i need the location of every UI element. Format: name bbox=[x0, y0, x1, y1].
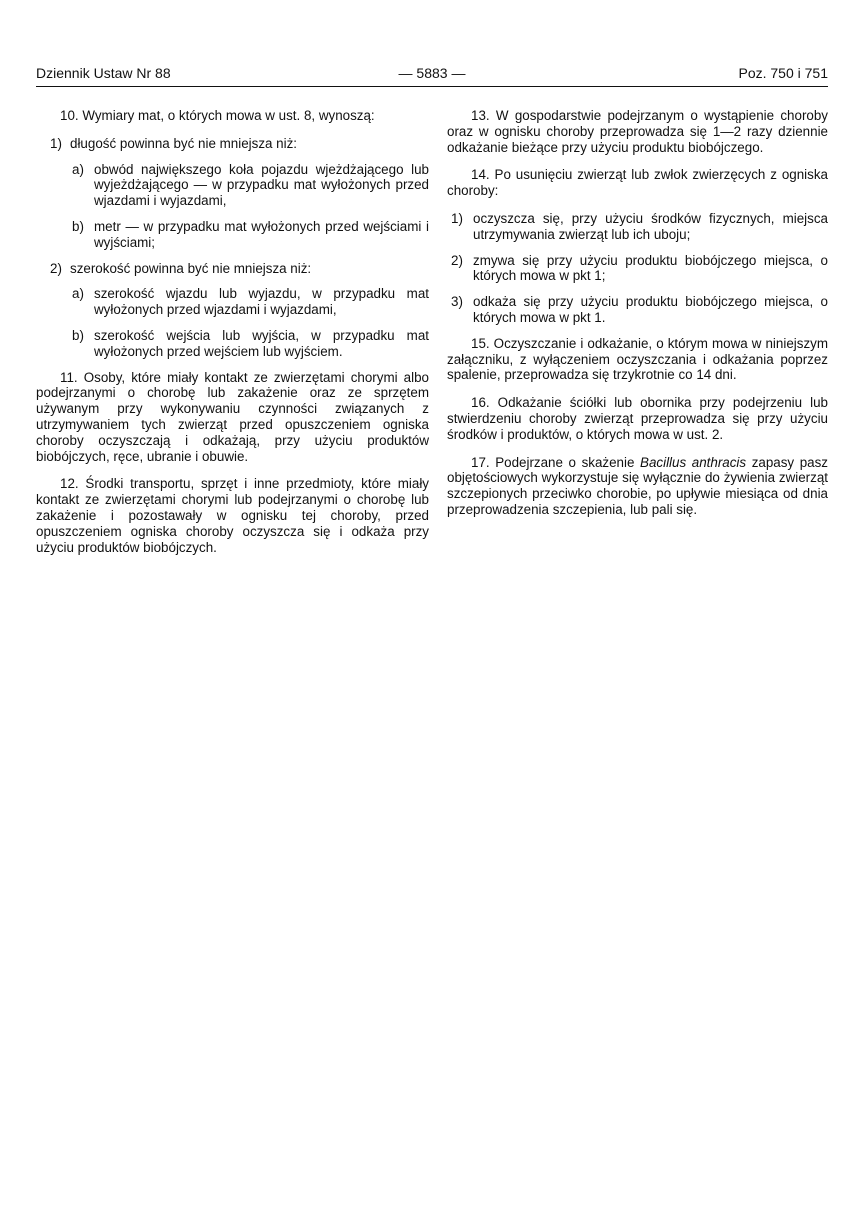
right-column bbox=[447, 108, 828, 530]
list-item-number: 1) bbox=[50, 135, 62, 151]
list-item-text: szerokość wejścia lub wyjścia, w przypadku mat wyłożonych przed wejściem lub wyjściem. bbox=[94, 327, 429, 359]
list-item-letter: b) bbox=[72, 218, 84, 234]
list-item-number: 2) bbox=[451, 252, 463, 268]
list-item-number: 2) bbox=[50, 260, 62, 276]
paragraph-16: 16. Odkażanie ściółki lub obornika przy podejrzeniu lub stwierdzeniu choroby zwierząt przeprowadza się przy użyciu środków i produktów, o których mowa w ust. 2. bbox=[447, 395, 828, 442]
list-item-text: długość powinna być nie mniejsza niż: bbox=[70, 135, 298, 151]
list-item bbox=[36, 219, 429, 251]
list-item-number: 1) bbox=[451, 210, 463, 226]
paragraph-11: 11. Osoby, które miały kontakt ze zwierzętami chorymi albo podejrzanymi o chorobę lub zakażenie oraz ze sprzętem używanym przy wykonywaniu czynności związanych z utrzymywaniem tych zwierząt przed opuszczeniem ogniska choroby oczyszczają i odkażają, przy użyciu produktów biobójczych, ręce, ubranie i obuwie. bbox=[36, 369, 429, 464]
list-item-letter: a) bbox=[72, 286, 84, 302]
paragraph-12: 12. Środki transportu, sprzęt i inne przedmioty, które miały kontakt ze zwierzętami chorymi lub podejrzanymi o chorobę lub zakażenie i pozostawały w ognisku tej choroby, przed opuszczeniem ogniska choroby oczyszcza się i odkaża przy użyciu produktów biobójczych. bbox=[36, 476, 429, 555]
paragraph-17 bbox=[447, 455, 828, 518]
list-item bbox=[36, 136, 429, 152]
list-item bbox=[36, 328, 429, 360]
list-item-text: oczyszcza się, przy użyciu środków fizycznych, miejsca utrzymywania zwierząt lub ich uboju; bbox=[473, 210, 828, 242]
list-item-text: odkaża się przy użyciu produktu biobójczego miejsca, o których mowa w pkt 1. bbox=[473, 294, 828, 325]
page-header bbox=[36, 66, 828, 87]
paragraph-15: 15. Oczyszczanie i odkażanie, o którym mowa w niniejszym załączniku, z wyłączeniem oczyszczania i odkażania poprzez spalenie, przeprowadza się trzykrotnie co 14 dni. bbox=[447, 335, 828, 383]
paragraph-17-rest: zapasy pasz objętościowych wykorzystuje się wyłącznie do żywienia zwierząt szczepionych przeciwko chorobie, po upływie miesiąca od dnia przeprowadzenia szczepienia, lub pali się. bbox=[447, 454, 829, 517]
journal-title: Dziennik Ustaw Nr 88 bbox=[36, 65, 171, 81]
paragraph-10: 10. Wymiary mat, o których mowa w ust. 8, wynoszą: bbox=[60, 108, 375, 123]
list-item-letter: a) bbox=[72, 161, 84, 177]
list-item-text: metr — w przypadku mat wyłożonych przed wejściami i wyjściami; bbox=[94, 218, 429, 250]
paragraph-14: 14. Po usunięciu zwierząt lub zwłok zwierzęcych z ogniska choroby: bbox=[447, 167, 828, 199]
list-item-text: szerokość powinna być nie mniejsza niż: bbox=[70, 260, 312, 276]
paragraph-17-lead: 17. Podejrzane o skażenie bbox=[471, 454, 641, 470]
position-reference: Poz. 750 i 751 bbox=[738, 65, 828, 81]
list-item-text: szerokość wjazdu lub wyjazdu, w przypadku mat wyłożonych przed wjazdami i wyjazdami, bbox=[94, 286, 429, 318]
page-number: — 5883 — bbox=[398, 65, 466, 81]
list-item bbox=[447, 294, 828, 326]
list-item bbox=[36, 261, 429, 277]
list-item bbox=[36, 162, 429, 209]
list-item bbox=[447, 211, 828, 243]
list-item bbox=[447, 253, 828, 285]
list-item-text: zmywa się przy użyciu produktu biobójczego miejsca, o których mowa w pkt 1; bbox=[473, 252, 828, 284]
left-column bbox=[36, 108, 429, 567]
list-item bbox=[36, 286, 429, 318]
list-item-letter: b) bbox=[72, 327, 84, 343]
list-item-number: 3) bbox=[451, 294, 463, 310]
paragraph-13: 13. W gospodarstwie podejrzanym o wystąpienie choroby oraz w ognisku choroby przeprowadza się 1—2 razy dziennie odkażanie bieżące przy użyciu produktu biobójczego. bbox=[447, 108, 828, 155]
list-item-text: obwód największego koła pojazdu wjeżdżającego lub wyjeżdżającego — w przypadku mat wyłożonych przed wjazdami i wyjazdami, bbox=[94, 161, 429, 209]
species-name: Bacillus anthracis bbox=[640, 454, 747, 470]
